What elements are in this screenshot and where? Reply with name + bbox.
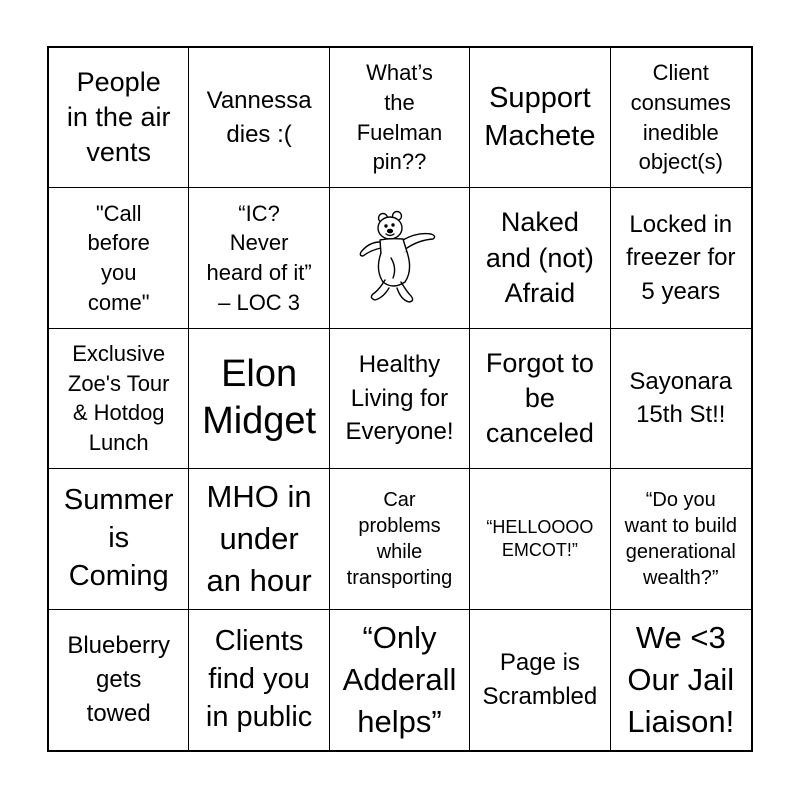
bingo-cell: Forgot to be canceled	[470, 329, 610, 469]
bingo-cell: Support Machete	[470, 48, 610, 188]
bingo-cell: “IC? Never heard of it” – LOC 3	[189, 188, 329, 328]
bingo-cell: Car problems while transporting	[330, 469, 470, 609]
bingo-cell: Blueberry gets towed	[49, 610, 189, 750]
bingo-cell: Healthy Living for Everyone!	[330, 329, 470, 469]
bingo-cell: Elon Midget	[189, 329, 329, 469]
bingo-cell: “Do you want to build generational wealth?”	[611, 469, 751, 609]
bingo-cell: "Call before you come"	[49, 188, 189, 328]
bingo-cell: Page is Scrambled	[470, 610, 610, 750]
free-space-cell	[330, 188, 470, 328]
bingo-cell: We <3 Our Jail Liaison!	[627, 620, 735, 739]
bingo-cell: Client consumes inedible object(s)	[611, 48, 751, 188]
bingo-cell: Exclusive Zoe's Tour & Hotdog Lunch	[49, 329, 189, 469]
bingo-cell: Vannessa dies :(	[189, 48, 329, 188]
bingo-cell: Naked and (not) Afraid	[470, 188, 610, 328]
winnie-the-pooh-icon	[353, 208, 445, 308]
bingo-cell: What’s the Fuelman pin??	[330, 48, 470, 188]
bingo-cell: MHO in under an hour	[189, 469, 329, 609]
bingo-cell: Sayonara 15th St!!	[611, 329, 751, 469]
bingo-board	[47, 46, 753, 752]
bingo-cell: Summer is Coming	[49, 469, 189, 609]
bingo-cell: “HELLOOOO EMCOT!”	[470, 469, 610, 609]
bingo-cell: “Only Adderall helps”	[330, 610, 470, 750]
bingo-cell: Clients find you in public	[189, 610, 329, 750]
bingo-cell: People in the air vents	[49, 48, 189, 188]
bingo-cell: Locked in freezer for 5 years	[611, 188, 751, 328]
